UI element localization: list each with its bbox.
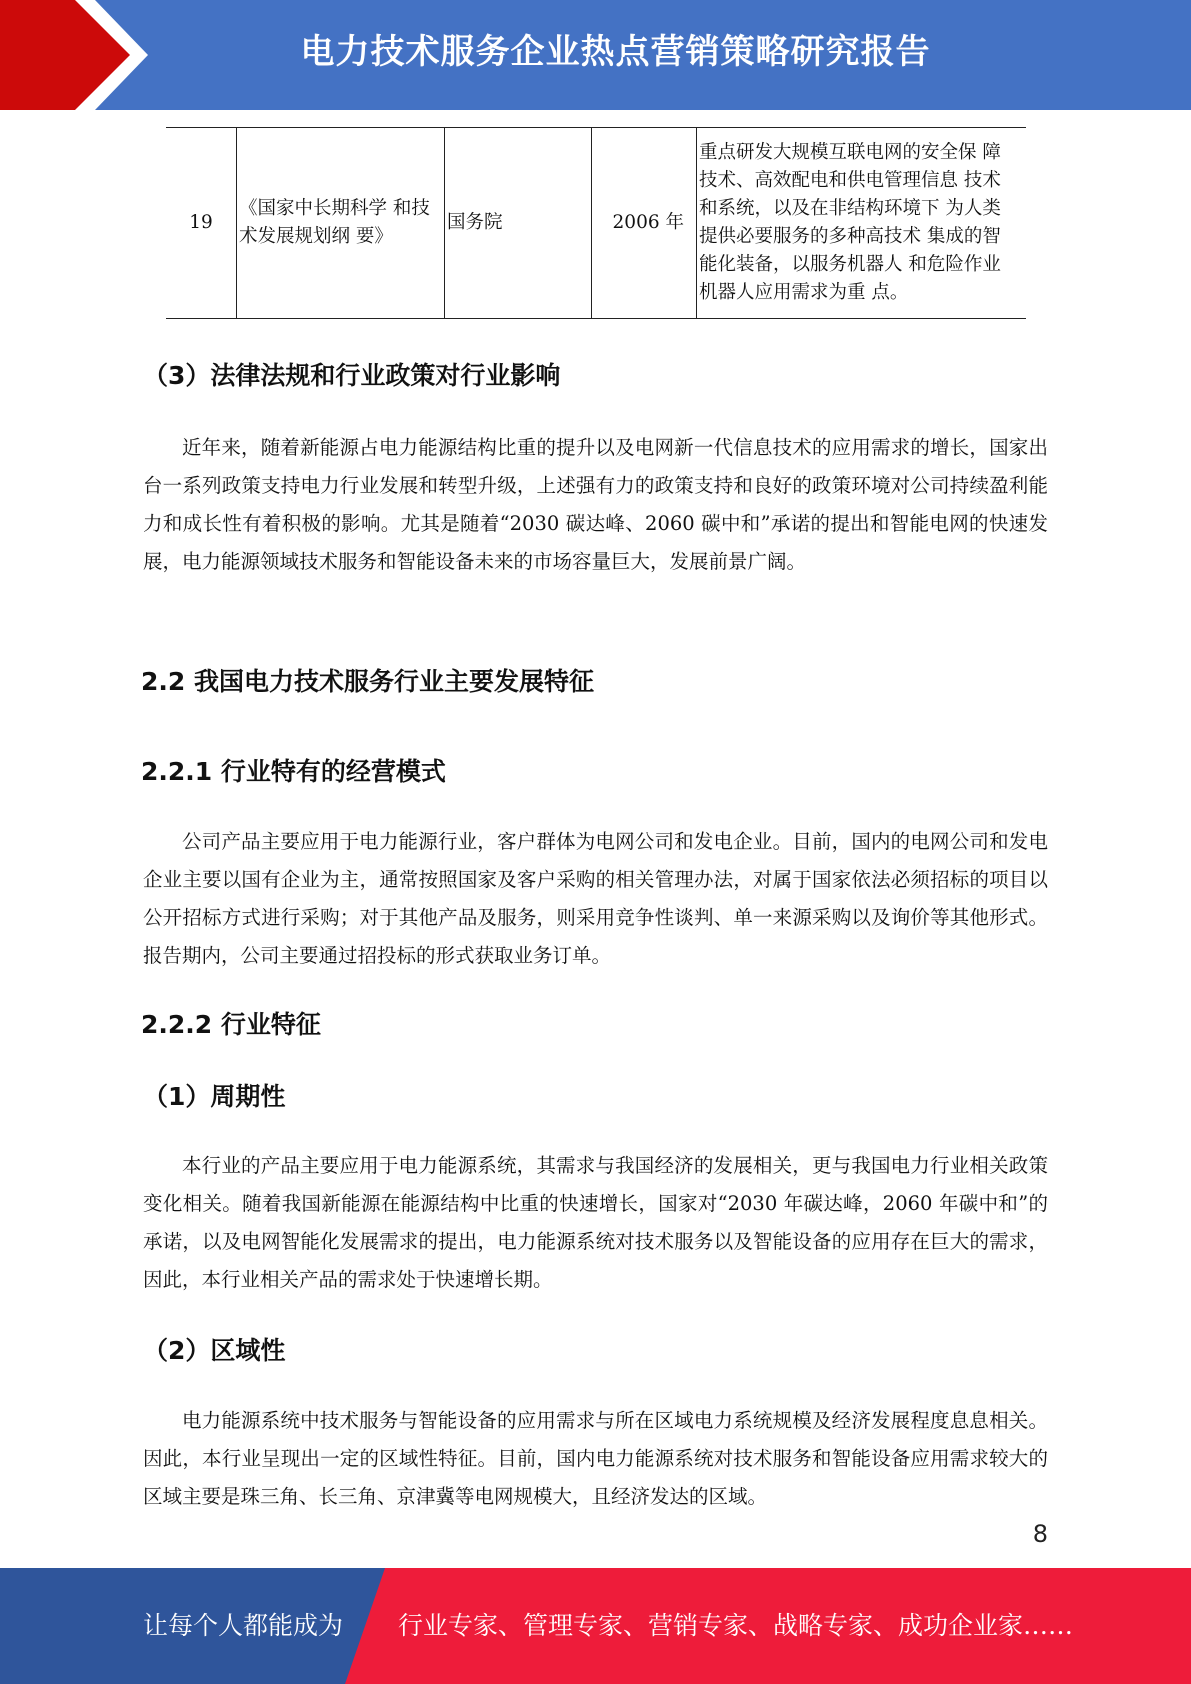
section-heading-2-2-1: 2.2.1 行业特有的经营模式 bbox=[141, 757, 446, 786]
policy-table bbox=[166, 127, 1026, 319]
page-number: 8 bbox=[1032, 1520, 1048, 1548]
paragraph-law-policy: 近年来，随着新能源占电力能源结构比重的提升以及电网新一代信息技术的应用需求的增长，国家出台一系列政策支持电力行业发展和转型升级，上述强有力的政策支持和良好的政策环境对公司持续盈利能力和成长性有着积极的影响。尤其是随着“2030 碳达峰、2060 碳中和”承诺的提出和智能电网的快速发展，电力能源领域技术服务和智能设备未来的市场容量巨大，发展前景广阔。 bbox=[143, 436, 1048, 573]
paragraph-cyclicality: 本行业的产品主要应用于电力能源系统，其需求与我国经济的发展相关，更与我国电力行业相关政策变化相关。随着我国新能源在能源结构中比重的快速增长，国家对“2030 年碳达峰，2060 年碳中和”的承诺，以及电网智能化发展需求的提出，电力能源系统对技术服务以及智能设备的应用存在巨大的需求，因此，本行业相关产品的需求处于快速增长期。 bbox=[143, 1154, 1048, 1291]
table-cell-policy-name: 《国家中长期科学 和技术发展规划纲 要》 bbox=[237, 128, 445, 319]
table-cell-number: 19 bbox=[166, 128, 237, 319]
footer-slogan-right: 行业专家、管理专家、营销专家、战略专家、成功企业家…… bbox=[398, 1611, 1074, 1640]
page-footer bbox=[0, 1568, 1191, 1684]
table-row bbox=[166, 128, 1026, 319]
subheading-cyclicality: （1）周期性 bbox=[143, 1082, 286, 1111]
report-title: 电力技术服务企业热点营销策略研究报告 bbox=[300, 32, 931, 72]
footer-slogan-left: 让每个人都能成为 bbox=[143, 1611, 344, 1640]
paragraph-business-model: 公司产品主要应用于电力能源行业，客户群体为电网公司和发电企业。目前，国内的电网公司和发电企业主要以国有企业为主，通常按照国家及客户采购的相关管理办法，对属于国家依法必须招标的项目以公开招标方式进行采购；对于其他产品及服务，则采用竞争性谈判、单一来源采购以及询价等其他形式。报告期内，公司主要通过招投标的形式获取业务订单。 bbox=[143, 830, 1048, 967]
paragraph-regionality: 电力能源系统中技术服务与智能设备的应用需求与所在区域电力系统规模及经济发展程度息息相关。因此，本行业呈现出一定的区域性特征。目前，国内电力能源系统对技术服务和智能设备应用需求较大的区域主要是珠三角、长三角、京津冀等电网规模大，且经济发达的区域。 bbox=[143, 1409, 1048, 1508]
table-cell-description: 重点研发大规模互联电网的安全保 障技术、高效配电和供电管理信息 技术和系统，以及在非结构环境下 为人类提供必要服务的多种高技术 集成的智能化装备，以服务机器人 和危险作业机器人应用需求为重 点。 bbox=[697, 128, 1027, 319]
section-heading-law-policy: （3）法律法规和行业政策对行业影响 bbox=[143, 361, 561, 390]
page-header bbox=[0, 0, 1191, 110]
table-cell-department: 国务院 bbox=[445, 128, 592, 319]
section-heading-2-2: 2.2 我国电力技术服务行业主要发展特征 bbox=[141, 667, 594, 696]
section-heading-2-2-2: 2.2.2 行业特征 bbox=[141, 1010, 321, 1039]
table-cell-year: 2006 年 bbox=[592, 128, 697, 319]
subheading-regionality: （2）区域性 bbox=[143, 1336, 286, 1365]
